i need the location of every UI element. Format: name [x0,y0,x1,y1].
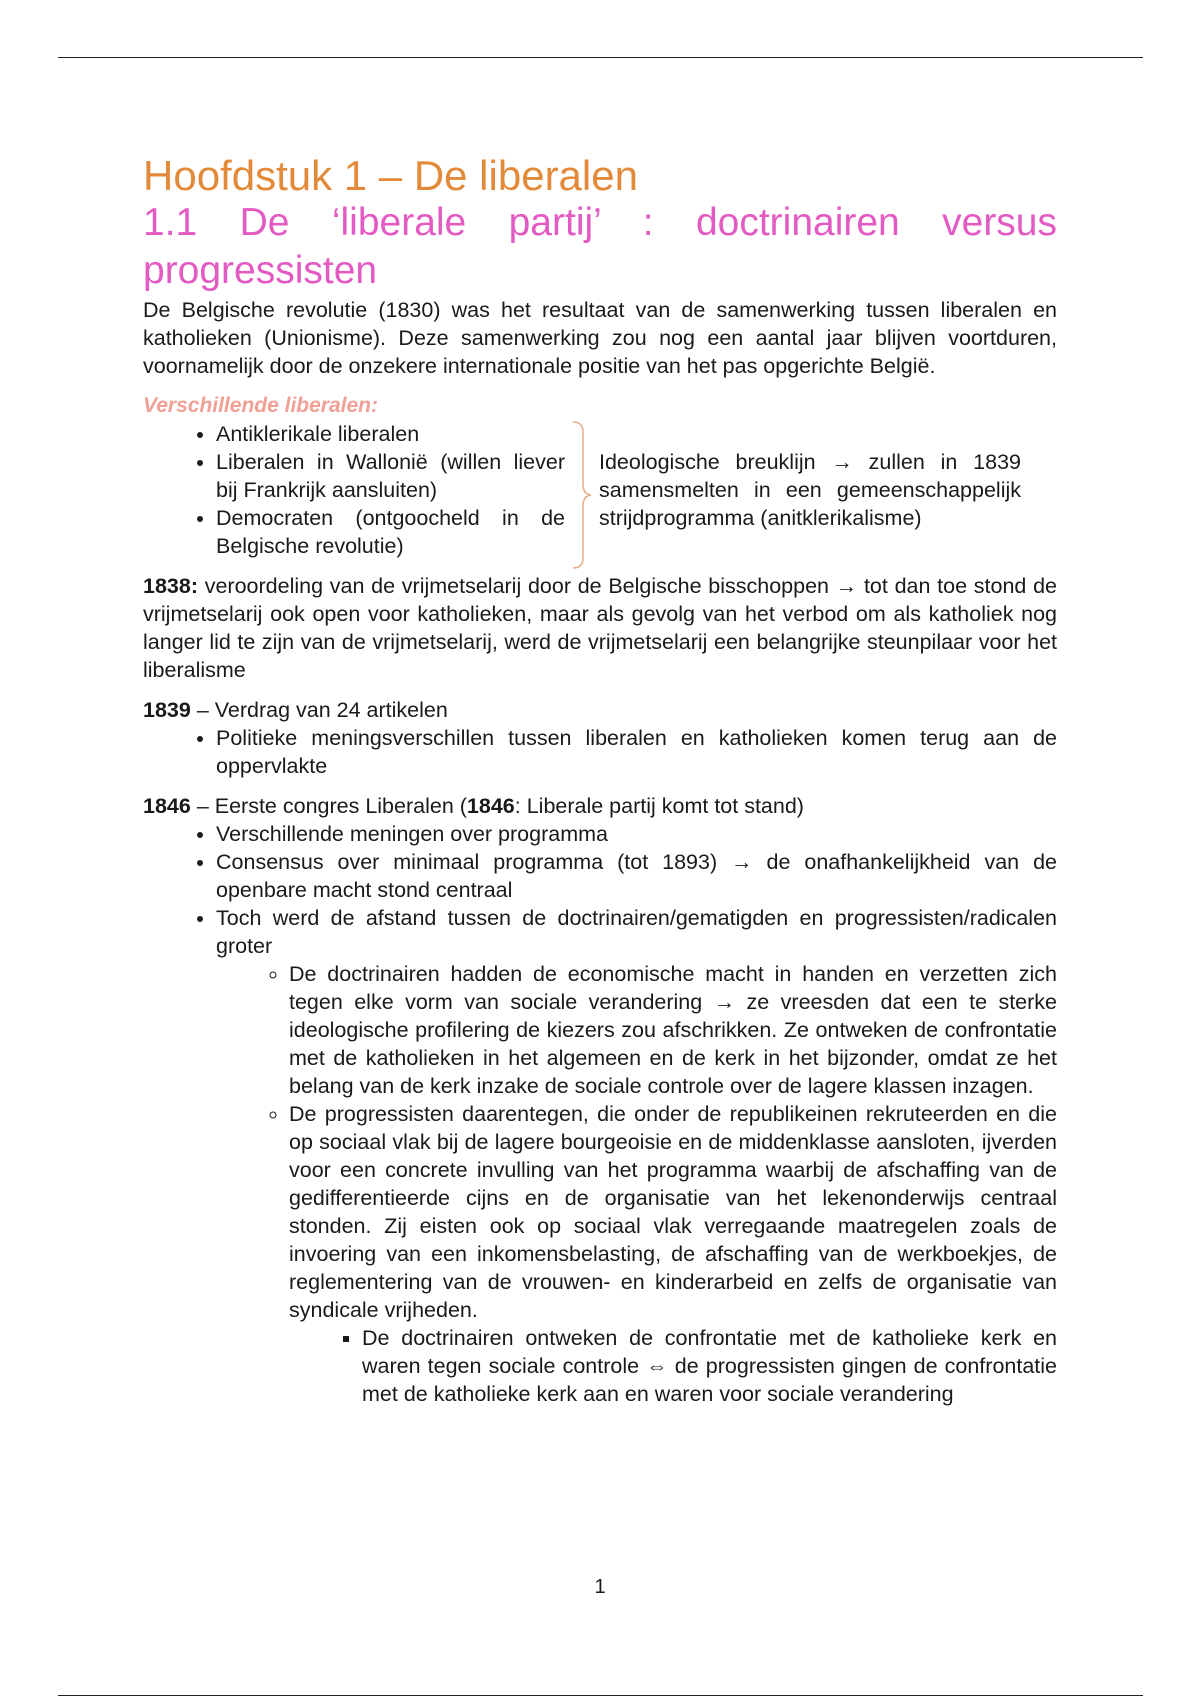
list-item: • Verschillende meningen over programma [216,820,1057,848]
list-item [216,904,1057,1408]
year-label: 1846 [143,793,191,818]
paragraph-text: veroordeling van de vrijmetselarij door de Belgische bisschoppen → tot dan toe stond de vrijmetselarij ook open voor katholieken, maar als gevolg van het verbod om als katholiek nog langer lid te zijn van de vrijmetselarij, werd de vrijmetselarij een belangrijke steunpilaar voor het liberalisme [143,573,1057,682]
paragraph-1838 [143,572,1057,684]
liberals-list-column [143,420,565,560]
list-1839 [143,724,1057,780]
list-item: • Antiklerikale liberalen [216,420,565,448]
list-item: ◦ De doctrinairen hadden de economische macht in handen en verzetten zich tegen elke vorm van sociale verandering → ze vreesden dat een te sterke ideologische profilering de kiezers zou afschrikken. Ze ontweken de confrontatie met de katholieken in het algemeen en de kerk in het bijzonder, omdat ze het belang van de kerk inzake de sociale controle over de lagere klassen inzagen. [289,960,1057,1100]
liberals-heading: Verschillende liberalen: [143,393,378,417]
sub-list [216,960,1057,1408]
heading-1839 [143,696,1057,724]
heading-text: – Eerste congres Liberalen ( [190,793,467,818]
chapter-title: Hoofdstuk 1 – De liberalen [143,152,638,199]
list-item: • Consensus over minimaal programma (tot 1893) → de onafhankelijkheid van de openbare macht stond centraal [216,848,1057,904]
liberals-section [143,420,1057,560]
heading-1846 [143,792,1057,820]
list-item: • Politieke meningsverschillen tussen liberalen en katholieken komen terug aan de oppervlakte [216,724,1057,780]
block-1846 [143,792,1057,1408]
list-item-text: De progressisten daarentegen, die onder de republikeinen rekruteerden en die op sociaal vlak bij de lagere bourgeoisie en de middenklasse aansloten, ijverden voor een concrete invulling van het programma waarbij de afschaffing van de gedifferentieerde cijns en de organisatie van het lekenonderwijs centraal stonden. Zij eisten ook op sociaal vlak verregaande maatregelen zoals de invoering van een inkomensbelasting, de afschaffing van de werkboekjes, de reglementering van de vrouwen- en kinderarbeid en zelfs de organisatie van syndicale vrijheden. [289,1101,1057,1322]
list-item: • Liberalen in Wallonië (willen liever bij Frankrijk aansluiten) [216,448,565,504]
header-rule [58,57,1143,58]
curly-brace-icon [571,420,593,570]
footer-rule [58,1695,1143,1696]
list-item: • Democraten (ontgoocheld in de Belgische revolutie) [216,504,565,560]
list-item [289,1100,1057,1408]
list-item-text: Toch werd de afstand tussen de doctrinairen/gematigden en progressisten/radicalen groter [216,905,1057,958]
section-title: 1.1 De ‘liberale partij’ : doctrinairen versus progressisten [143,201,1057,293]
brace-note: Ideologische breuklijn → zullen in 1839 samensmelten in een gemeenschappelijk strijdprogramma (anitklerikalisme) [599,449,1021,530]
heading-text: – Verdrag van 24 artikelen [190,697,448,722]
intro-paragraph: De Belgische revolutie (1830) was het resultaat van de samenwerking tussen liberalen en katholieken (Unionisme). Deze samenwerking zou nog een aantal jaar blijven voortduren, voornamelijk door de onzekere internationale positie van het pas opgerichte België. [143,297,1057,378]
list-1846 [143,820,1057,1408]
brace-column [565,420,599,560]
block-1839 [143,696,1057,780]
sub-sub-list [289,1324,1057,1408]
page-content [143,152,1057,1420]
year-label: 1846 [466,793,515,818]
list-item: ▪ De doctrinairen ontweken de confrontatie met de katholieke kerk en waren tegen sociale controle ⇔ de progressisten gingen de confrontatie met de katholieke kerk aan en waren voor sociale verandering [362,1324,1057,1408]
brace-note-column [599,420,1021,560]
heading-text: : Liberale partij komt tot stand) [514,793,804,818]
liberals-list [143,420,565,560]
year-label: 1839 [143,697,191,722]
year-label: 1838: [143,573,198,598]
page-number: 1 [594,1576,606,1598]
